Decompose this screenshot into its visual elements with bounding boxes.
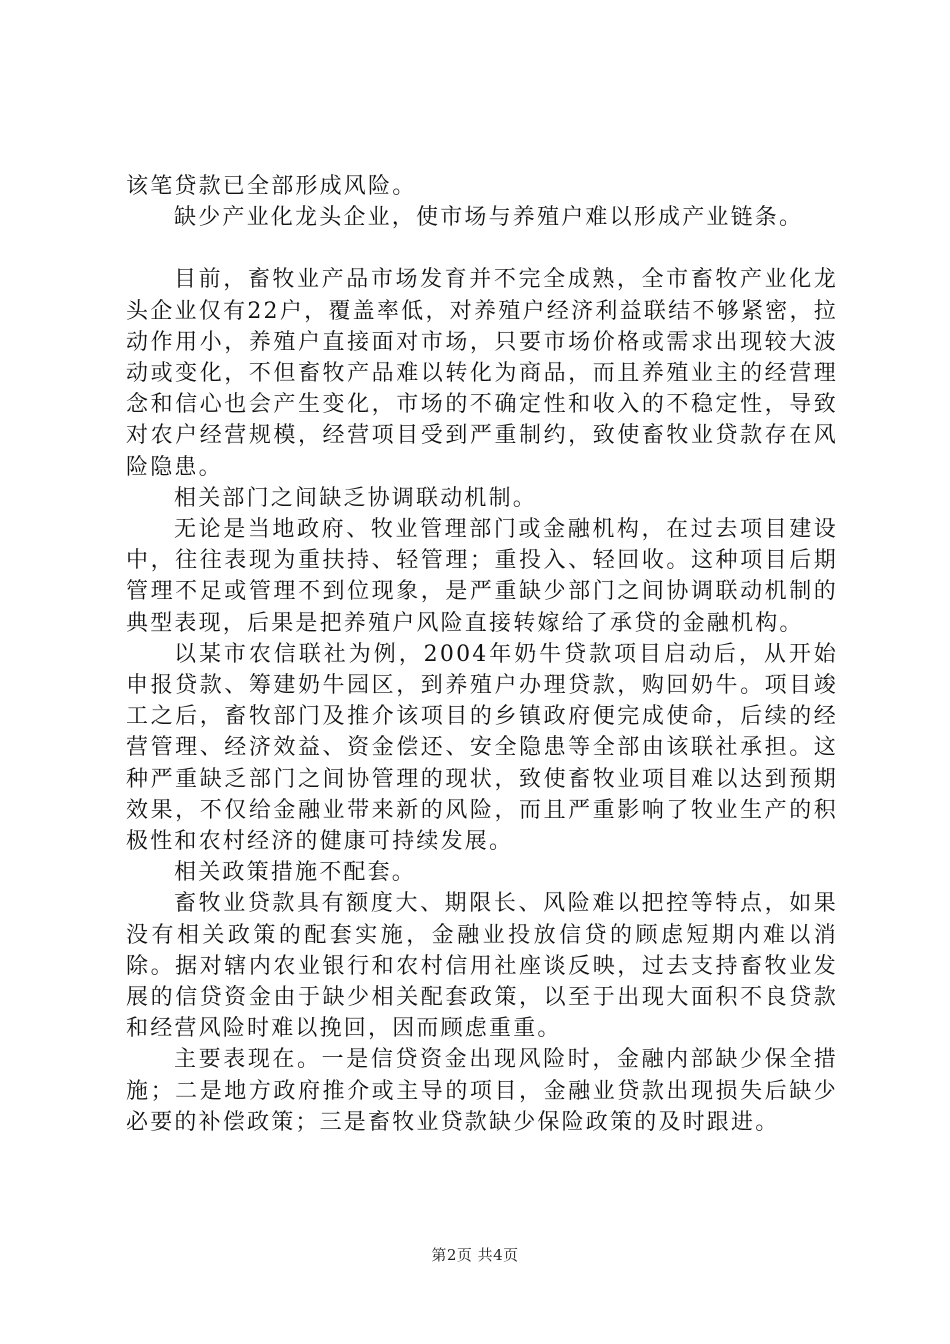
paragraph-policy-concerns: 畜牧业贷款具有额度大、期限长、风险难以把控等特点，如果没有相关政策的配套实施，金融业投放信贷的顾虑短期内难以消除。据对辖内农业银行和农村信用社座谈反映，过去支持畜牧业发展的信贷资金由于缺少相关配套政策，以至于出现大面积不良贷款和经营风险时难以挽回，因而顾虑重重。 xyxy=(126,891,838,1042)
paragraph-continuation: 该笔贷款已全部形成风险。 xyxy=(126,174,417,199)
paragraph-case-example: 以某市农信联社为例，2004年奶牛贷款项目启动后，从开始申报贷款、筹建奶牛园区，到养殖户办理贷款，购回奶牛。项目竣工之后，畜牧部门及推介该项目的乡镇政府便完成使命，后续的经营管理、经济效益、资金偿还、安全隐患等全部由该联社承担。这种严重缺乏部门之间协管理的现状，致使畜牧业项目难以达到预期效果，不仅给金融业带来新的风险，而且严重影响了牧业生产的积极性和农村经济的健康可持续发展。 xyxy=(126,641,838,855)
paragraph-heading-policy: 相关政策措施不配套。 xyxy=(174,860,417,886)
paragraph-heading-industrialization: 缺少产业化龙头企业，使市场与养殖户难以形成产业链条。 xyxy=(174,205,804,231)
paragraph-main-manifestations: 主要表现在。一是信贷资金出现风险时，金融内部缺少保全措施；二是地方政府推介或主导的项目，金融业贷款出现损失后缺少必要的补偿政策；三是畜牧业贷款缺少保险政策的及时跟进。 xyxy=(126,1047,838,1135)
document-body xyxy=(126,171,838,1138)
paragraph-heading-coordination: 相关部门之间缺乏协调联动机制。 xyxy=(174,485,538,511)
page-footer: 第2页 共4页 xyxy=(431,1246,519,1264)
paragraph-market-development: 目前，畜牧业产品市场发育并不完全成熟，全市畜牧产业化龙头企业仅有22户，覆盖率低，对养殖户经济利益联结不够紧密，拉动作用小，养殖户直接面对市场，只要市场价格或需求出现较大波动或变化，不但畜牧产品难以转化为商品，而且养殖业主的经营理念和信心也会产生变化，市场的不确定性和收入的不稳定性，导致对农户经营规模，经营项目受到严重制约，致使畜牧业贷款存在风险隐患。 xyxy=(126,267,838,480)
paragraph-management-issues: 无论是当地政府、牧业管理部门或金融机构，在过去项目建设中，往往表现为重扶持、轻管理；重投入、轻回收。这种项目后期管理不足或管理不到位现象，是严重缺少部门之间协调联动机制的典型表现，后果是把养殖户风险直接转嫁给了承贷的金融机构。 xyxy=(126,517,838,636)
